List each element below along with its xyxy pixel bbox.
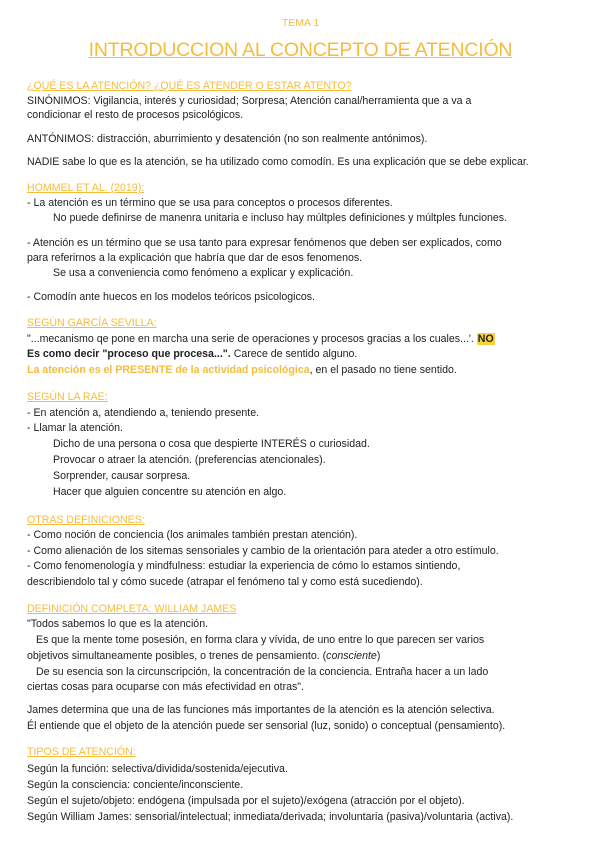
text-line: Él entiende que el objeto de la atención puede ser sensorial (luz, sonido) o conceptual (pensamiento). [27, 720, 506, 732]
section-heading-tipos: TIPOS DE ATENCIÓN: [27, 746, 136, 758]
text-line: Es que la mente tome posesión, en forma clara y vívida, de uno entre lo que parecen ser varios [36, 634, 485, 646]
text-line: Según la consciencia: conciente/inconsciente. [27, 779, 244, 791]
text-line: ciertas cosas para ocuparse con más efectividad en otras". [27, 681, 304, 693]
plain-phrase: objetivos simultaneamente posibles, o trenes de pensamiento. ( [27, 650, 327, 662]
text-line: - La atención es un término que se usa para conceptos o procesos diferentes. [27, 197, 393, 209]
text-line: Dicho de una persona o cosa que despierte INTERÉS o curiosidad. [53, 438, 370, 450]
text-line: "Todos sabemos lo que es la atención. [27, 618, 209, 630]
text-line: - Llamar la atención. [27, 422, 123, 434]
text-line: Sorprender, causar sorpresa. [53, 470, 191, 482]
text-line: No puede definirse de manenra unitaria e incluso hay múltples definiciones y múltples funciones. [53, 212, 508, 224]
plain-phrase: , en el pasado no tiene sentido. [309, 364, 457, 376]
text-line: NADIE sabe lo que es la atención, se ha utilizado como comodín. Es una explicación que se debe explicar. [27, 156, 529, 168]
text-line: SINÓNIMOS: Vigilancia, interés y curiosidad; Sorpresa; Atención canal/herramienta que a va a [27, 95, 472, 107]
quote-text: "...mecanismo qe pone en marcha una serie de operaciones y procesos gracias a los cuales...'. [27, 333, 474, 345]
text-line: - Comodín ante huecos en los modelos teóricos psicologicos. [27, 291, 315, 303]
orange-bold-phrase: La atención es el PRESENTE de la actividad psicológica [27, 364, 310, 376]
text-line [27, 332, 495, 346]
page-title: INTRODUCCION AL CONCEPTO DE ATENCIÓN [88, 39, 513, 61]
text-line: - En atención a, atendiendo a, teniendo presente. [27, 407, 260, 419]
text-line: Según el sujeto/objeto: endógena (impulsada por el sujeto)/exógena (atracción por el objeto). [27, 795, 465, 807]
section-heading-que-es: ¿QUÉ ES LA ATENCIÓN? ¿QUÉ ES ATENDER O ESTAR ATENTO? [27, 80, 352, 92]
plain-phrase: ) [376, 650, 381, 662]
text-line: - Atención es un término que se usa tanto para expresar fenómenos que deben ser explicados, como [27, 237, 502, 249]
text-line: Provocar o atraer la atención. (preferencias atencionales). [53, 454, 326, 466]
text-line: De su esencia son la circunscripción, la concentración de la conciencia. Entraña hacer a un lado [36, 666, 489, 678]
text-line: para referirnos a la explicación que habría que dar de esos fenomenos. [27, 252, 363, 264]
text-line: condicionar el resto de procesos psicológicos. [27, 109, 244, 121]
text-line: Según la función: selectiva/dividida/sostenida/ejecutiva. [27, 763, 288, 775]
text-line: - Como noción de conciencia (los animales también prestan atención). [27, 529, 358, 541]
text-line: ANTÓNIMOS: distracción, aburrimiento y desatención (no son realmente antónimos). [27, 133, 428, 145]
text-line: - Como alienación de los sitemas sensoriales y cambio de la orientación para ateder a otro estímulo. [27, 545, 499, 557]
bold-phrase: Es como decir "proceso que procesa...". [27, 348, 231, 360]
section-heading-otras: OTRAS DEFINICIONES: [27, 514, 145, 526]
text-line [27, 649, 380, 663]
section-heading-hommel: HOMMEL ET AL. (2019): [27, 182, 145, 194]
text-line [27, 347, 357, 361]
text-line: - Como fenomenología y mindfulness: estudiar la experiencia de cómo lo estamos sintiendo, [27, 560, 461, 572]
italic-word: consciente [326, 650, 377, 662]
highlighted-no: NO [477, 333, 494, 345]
section-heading-rae: SEGÚN LA RAE: [27, 391, 108, 403]
topic-label: TEMA 1 [281, 17, 320, 29]
text-line: Según William James: sensorial/intelectual; inmediata/derivada; involuntaria (pasiva)/voluntaria (activa). [27, 811, 514, 823]
text-line: James determina que una de las funciones más importantes de la atención es la atención selectiva. [27, 704, 495, 716]
text-line: describiendolo tal y cómo sucede (atrapar el fenómeno tal y como está sucediendo). [27, 576, 423, 588]
text-line: Se usa a conveniencia como fenómeno a explicar y explicación. [53, 267, 354, 279]
plain-phrase: Carece de sentido alguno. [230, 348, 358, 360]
section-heading-garcia-sevilla: SEGÚN GARCÍA SEVILLA: [27, 317, 157, 329]
text-line: Hacer que alguien concentre su atención en algo. [53, 486, 287, 498]
text-line [27, 363, 457, 377]
section-heading-william-james: DEFINICIÓN COMPLETA: WILLIAM JAMES [27, 603, 237, 615]
